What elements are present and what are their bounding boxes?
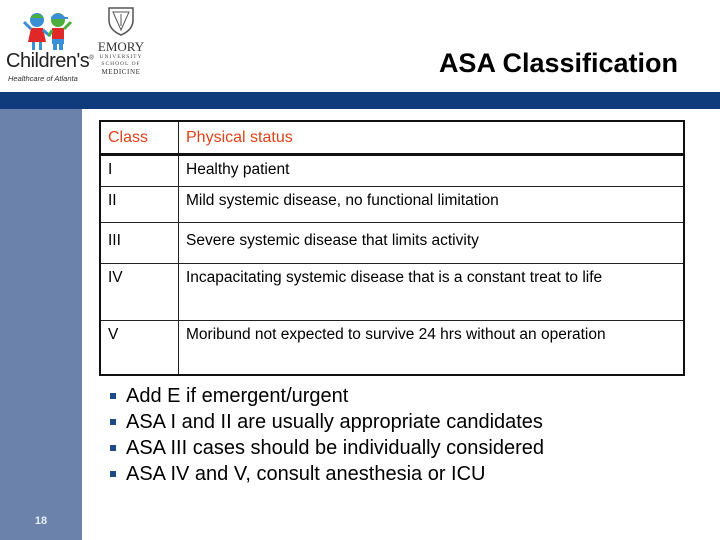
slide-title: ASA Classification xyxy=(438,48,678,78)
bullet-text: Add E if emergent/urgent xyxy=(126,385,349,407)
square-bullet-icon xyxy=(110,393,116,399)
bullet-item xyxy=(108,461,544,487)
page-number: 18 xyxy=(34,515,48,527)
table-row xyxy=(100,223,684,264)
status-cell: Severe systemic disease that limits activity xyxy=(179,223,685,264)
class-cell: II xyxy=(100,187,179,223)
bullet-item xyxy=(108,409,544,435)
emory-school-text: SCHOOL OF xyxy=(101,61,141,67)
status-cell: Healthy patient xyxy=(179,155,685,187)
emory-wordmark: EMORY xyxy=(97,39,145,54)
header-logos xyxy=(0,0,160,90)
table-row xyxy=(100,187,684,223)
class-cell: III xyxy=(100,223,179,264)
emory-medicine-text: MEDICINE xyxy=(101,68,141,76)
childrens-healthcare-logo xyxy=(4,6,94,83)
title-bar-divider xyxy=(0,92,720,109)
bullet-text: ASA IV and V, consult anesthesia or ICU xyxy=(126,463,486,485)
emory-shield-icon xyxy=(107,6,135,36)
bullet-list xyxy=(108,383,544,487)
status-cell: Mild systemic disease, no functional limitation xyxy=(179,187,685,223)
table-row xyxy=(100,321,684,376)
table-header-row xyxy=(100,121,684,155)
bullet-item xyxy=(108,383,544,409)
table-row xyxy=(100,264,684,321)
header-class: Class xyxy=(100,121,179,155)
header-physical-status: Physical status xyxy=(179,121,685,155)
childrens-subtitle: Healthcare of Atlanta xyxy=(8,74,78,83)
class-cell: I xyxy=(100,155,179,187)
table-row xyxy=(100,155,684,187)
bullet-item xyxy=(108,435,544,461)
square-bullet-icon xyxy=(110,419,116,425)
emory-university-text: UNIVERSITY xyxy=(99,54,143,60)
side-panel xyxy=(0,109,82,540)
class-cell: IV xyxy=(100,264,179,321)
status-cell: Incapacitating systemic disease that is a constant treat to life xyxy=(179,264,685,321)
square-bullet-icon xyxy=(110,445,116,451)
asa-classification-table xyxy=(99,120,685,376)
emory-medicine-logo xyxy=(94,6,148,82)
childrens-wordmark: Children's® xyxy=(6,50,94,72)
children-figures-icon xyxy=(22,10,74,52)
square-bullet-icon xyxy=(110,471,116,477)
class-cell: V xyxy=(100,321,179,376)
status-cell: Moribund not expected to survive 24 hrs without an operation xyxy=(179,321,685,376)
bullet-text: ASA III cases should be individually considered xyxy=(126,437,545,459)
bullet-text: ASA I and II are usually appropriate candidates xyxy=(126,411,543,433)
